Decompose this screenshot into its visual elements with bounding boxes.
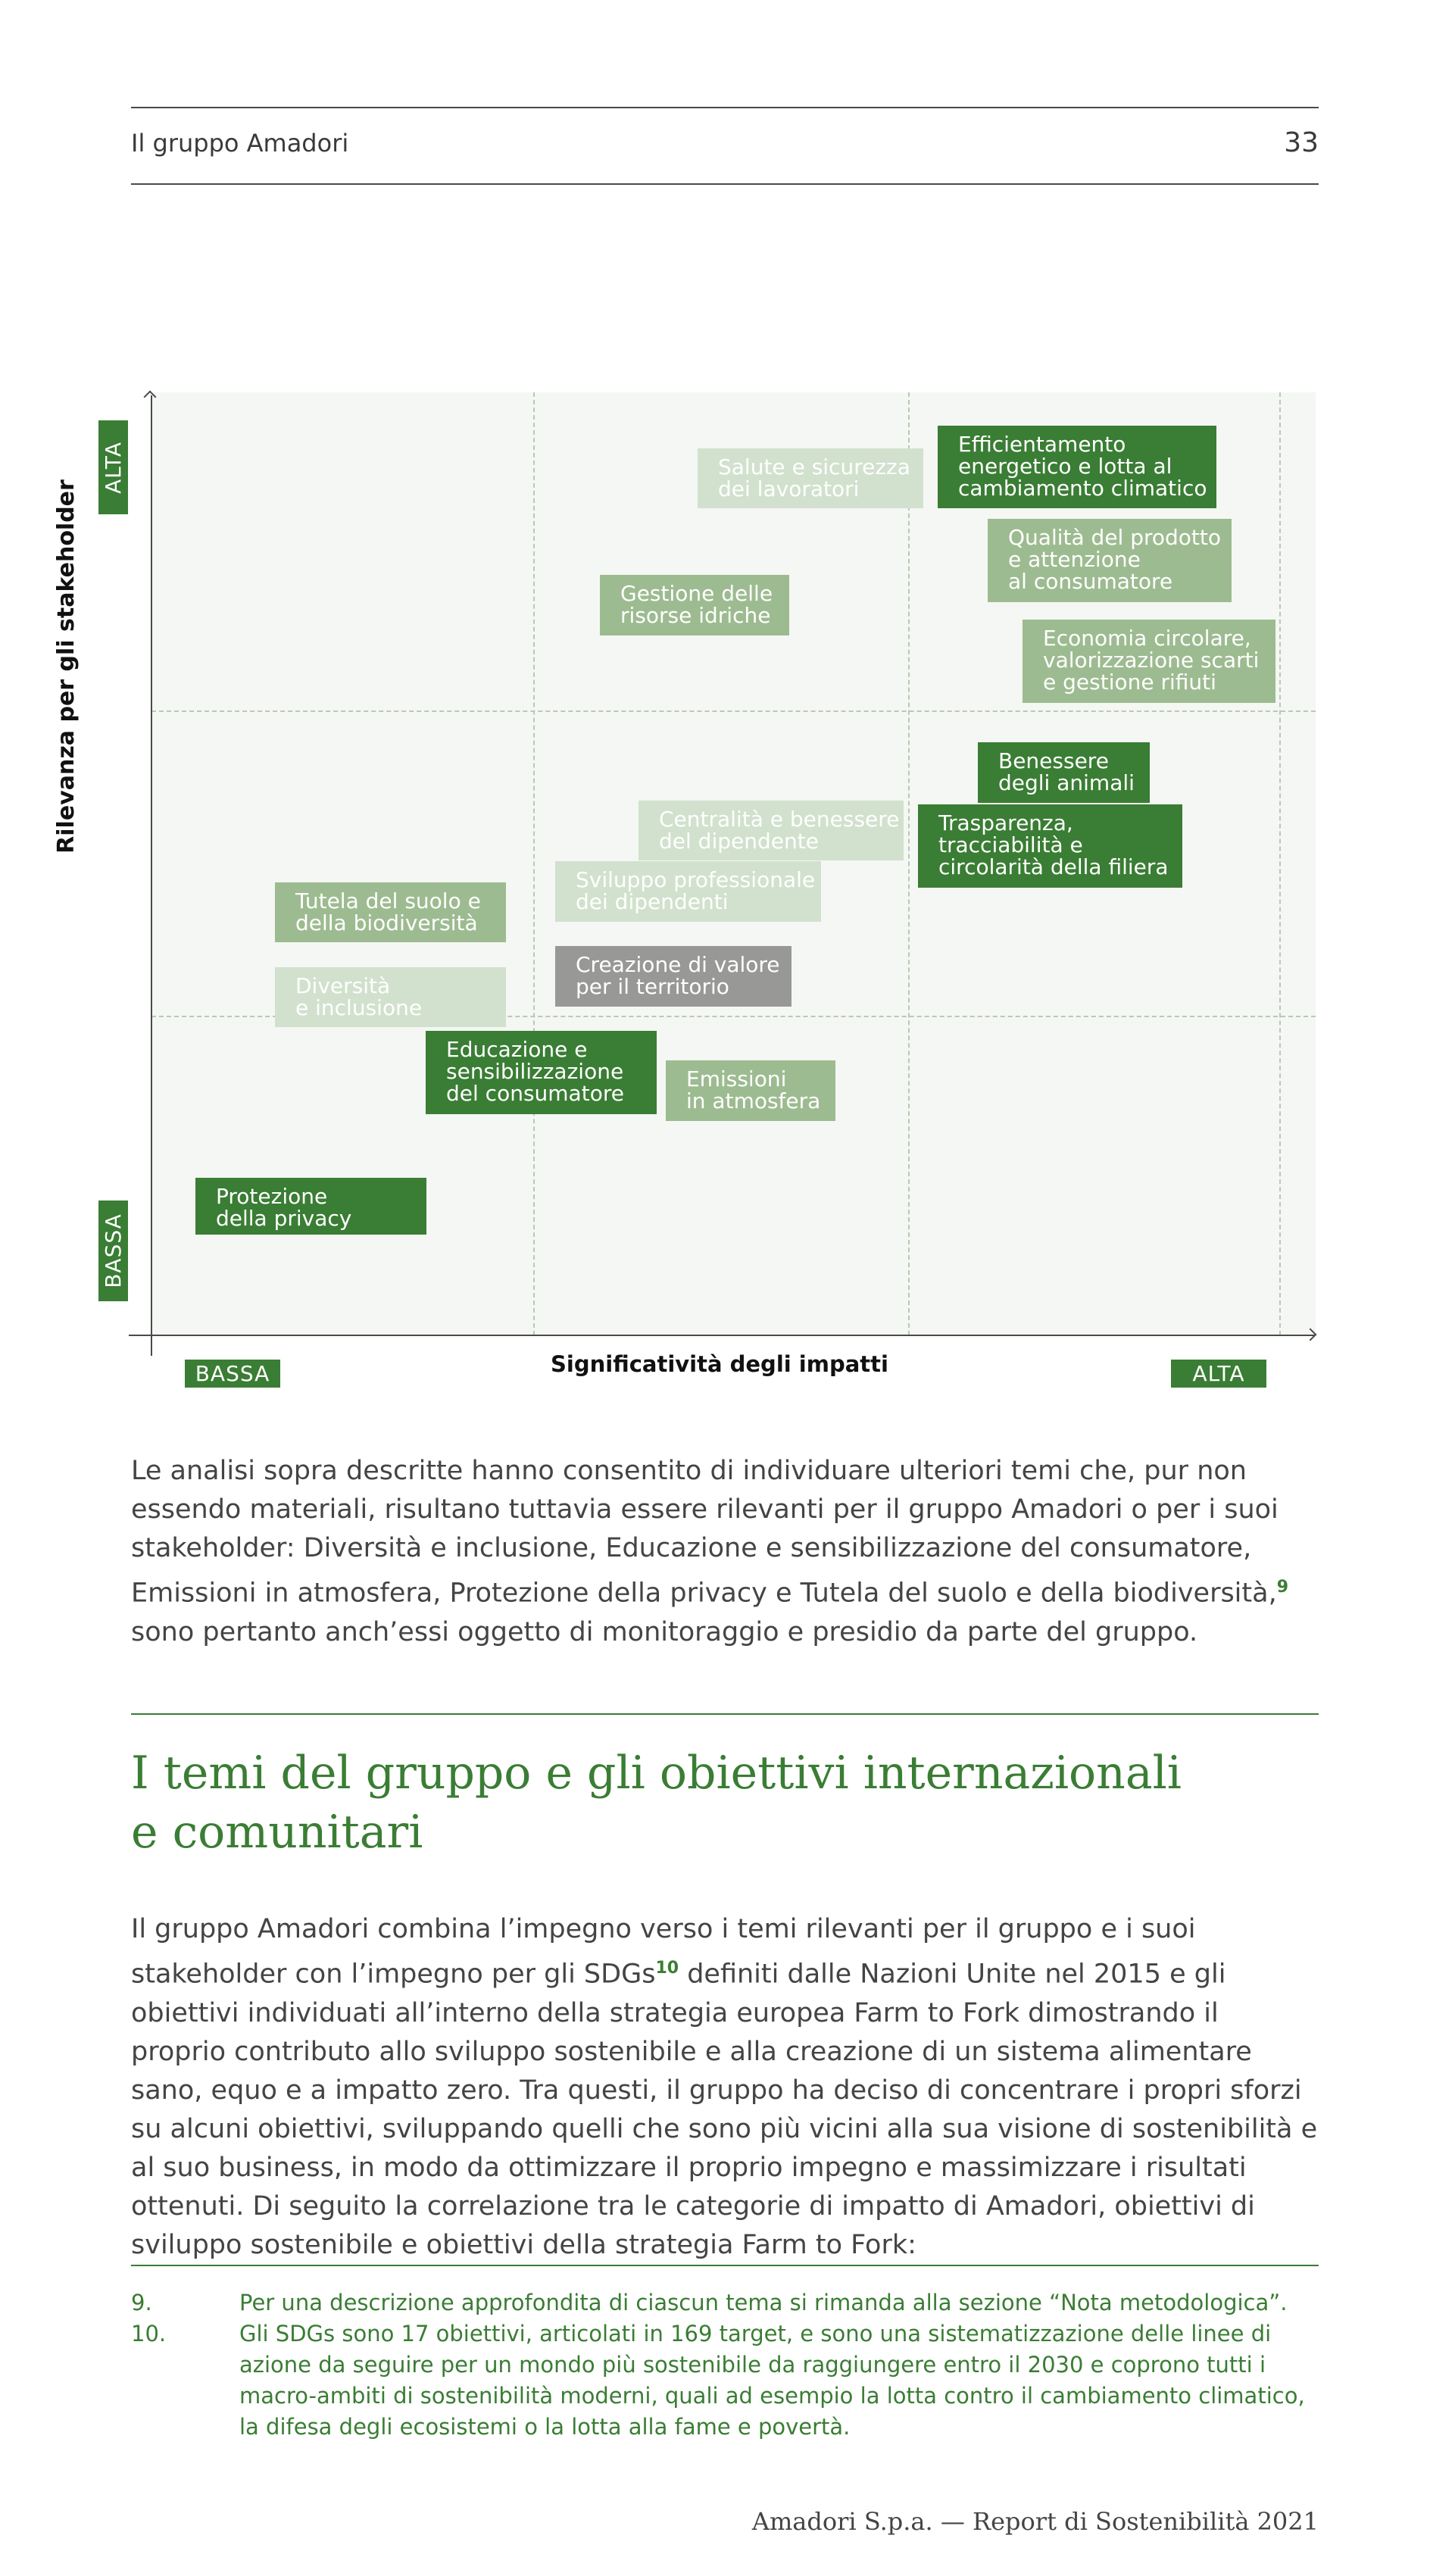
topic-creazione-valore: Creazione di valore per il territorio (555, 946, 791, 1007)
x-axis-title: Significatività degli impatti (551, 1351, 888, 1377)
page-number: 33 (1284, 127, 1319, 158)
topic-diversita-inclusione: Diversità e inclusione (275, 967, 506, 1027)
y-high-tag: ALTA (98, 420, 128, 514)
section-title: I temi del gruppo e gli obiettivi internazionali e comunitari (131, 1747, 1182, 1859)
x-axis-line (129, 1335, 1315, 1336)
topic-tutela-suolo: Tutela del suolo e della biodiversità (275, 882, 506, 942)
topic-benessere-animali: Benessere degli animali (978, 742, 1150, 803)
topic-educazione-consumatore: Educazione e sensibilizzazione del consumatore (426, 1031, 657, 1114)
intro-paragraph (131, 1452, 1320, 1652)
footnote-rule (131, 2265, 1319, 2266)
running-header: Il gruppo Amadori (131, 129, 349, 158)
topic-protezione-privacy: Protezione della privacy (195, 1178, 426, 1235)
x-high-tag: ALTA (1171, 1360, 1266, 1388)
header-bottom-rule (131, 183, 1319, 185)
topic-salute-sicurezza: Salute e sicurezza dei lavoratori (698, 448, 923, 508)
gridline-v-1 (533, 392, 535, 1335)
y-axis-line (151, 395, 152, 1356)
topic-sviluppo-professionale: Sviluppo professionale dei dipendenti (555, 861, 821, 922)
topic-trasparenza-filiera: Trasparenza, tracciabilità e circolarità della filiera (918, 804, 1182, 888)
sdg-paragraph-text-b: definiti dalle Nazioni Unite nel 2015 e gli obiettivi individuati all’interno della strategia europea Farm to Fork dimostrando il proprio contributo allo sviluppo sostenibile e alla creazione di un sistema alimentare sano, equo e a impatto zero. Tra questi, il gruppo ha deciso di concentrare i propri sforzi su alcuni obiettivi, sviluppando quelli che sono più vicini alla sua visione di sostenibilità e al suo business, in modo da ottimizzare il proprio impegno e massimizzare i risultati ottenuti. Di seguito la correlazione tra le categorie di impatto di Amadori, obiettivi di sviluppo sostenibile e obiettivi della strategia Farm to Fork: (131, 1959, 1318, 2260)
gridline-h-1 (151, 710, 1316, 712)
footnote-9-number: 9. (131, 2290, 152, 2315)
topic-qualita-prodotto: Qualità del prodotto e attenzione al consumatore (988, 519, 1232, 602)
section-rule (131, 1713, 1319, 1715)
sdg-paragraph-text-a: Il gruppo Amadori combina l’impegno verso i temi rilevanti per il gruppo e i suoi stakeholder con l’impegno per gli SDGs (131, 1914, 1196, 1990)
footnote-ref-10[interactable]: 10 (655, 1959, 679, 1978)
sdg-paragraph (131, 1910, 1320, 2265)
topic-economia-circolare: Economia circolare, valorizzazione scarti e gestione rifiuti (1023, 620, 1275, 703)
intro-paragraph-text-b: sono pertanto anch’essi oggetto di monitoraggio e presidio da parte del gruppo. (131, 1616, 1198, 1647)
y-low-tag: BASSA (98, 1201, 128, 1301)
topic-emissioni-atmosfera: Emissioni in atmosfera (666, 1060, 835, 1121)
header-top-rule (131, 107, 1319, 108)
footnote-ref-9[interactable]: 9 (1276, 1578, 1289, 1597)
page-footer: Amadori S.p.a. — Report di Sostenibilità 2021 (751, 2507, 1319, 2536)
topic-efficientamento-energetico: Efficientamento energetico e lotta al cambiamento climatico (938, 426, 1216, 508)
topic-risorse-idriche: Gestione delle risorse idriche (600, 575, 789, 635)
footnote-9-text: Per una descrizione approfondita di ciascun tema si rimanda alla sezione “Nota metodologica”. (239, 2290, 1288, 2315)
topic-centralita-dipendente: Centralità e benessere del dipendente (639, 801, 904, 860)
gridline-v-2 (908, 392, 910, 1335)
intro-paragraph-text-a: Le analisi sopra descritte hanno consentito di individuare ulteriori temi che, pur non essendo materiali, risultano tuttavia essere rilevanti per il gruppo Amadori o per i suoi stakeholder: Diversità e inclusione, Educazione e sensibilizzazione del consumatore, Emissioni in atmosfera, Protezione della privacy e Tutela del suolo e della biodiversità, (131, 1456, 1279, 1609)
footnote-10-number: 10. (131, 2321, 167, 2347)
x-low-tag: BASSA (185, 1360, 280, 1388)
gridline-v-3 (1279, 392, 1281, 1335)
y-axis-title: Rilevanza per gli stakeholder (53, 479, 80, 854)
footnote-10-text: Gli SDGs sono 17 obiettivi, articolati in 169 target, e sono una sistematizzazione delle linee di azione da seguire per un mondo più sostenibile da raggiungere entro il 2030 e coprono tutti i macro-ambiti di sostenibilità moderni, quali ad esempio la lotta contro il cambiamento climatico, la difesa degli ecosistemi o la lotta alla fame e povertà. (239, 2321, 1305, 2440)
